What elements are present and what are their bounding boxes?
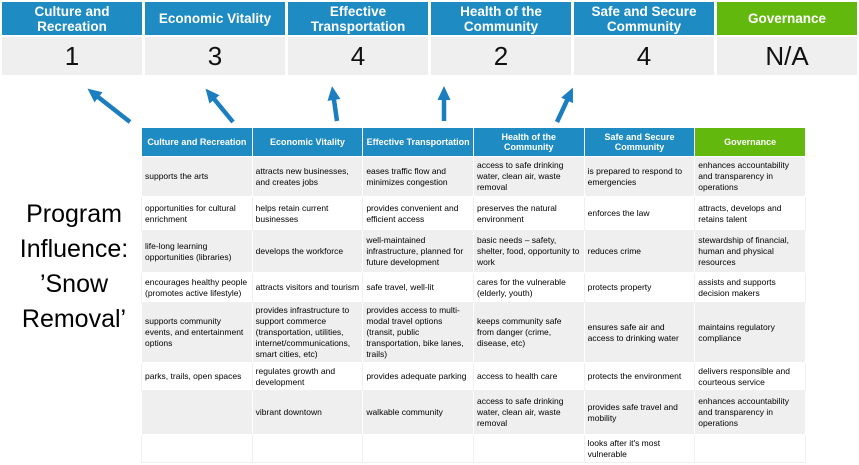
matrix-cell-r3c1: life-long learning opportunities (libraries) <box>142 231 253 273</box>
influence-arrow-5 <box>557 94 570 122</box>
matrix-row-8 <box>142 435 806 463</box>
matrix-header-culture-and-recreation: Culture and Recreation <box>142 128 253 157</box>
matrix-cell-r7c3: walkable community <box>363 391 474 435</box>
summary-score-effective-transportation: 4 <box>288 37 428 75</box>
matrix-cell-r2c5: enforces the law <box>584 197 695 231</box>
influence-matrix-table <box>141 127 806 463</box>
matrix-cell-r6c2: regulates growth and development <box>252 363 363 391</box>
matrix-cell-r6c3: provides adequate parking <box>363 363 474 391</box>
matrix-header-row <box>142 128 806 157</box>
matrix-row-4 <box>142 273 806 303</box>
influence-arrow-1 <box>93 93 130 122</box>
matrix-header-health-of-the-community: Health of the Community <box>473 128 584 157</box>
summary-score-economic-vitality: 3 <box>145 37 285 75</box>
matrix-cell-r8c5: looks after it's most vulnerable <box>584 435 695 463</box>
matrix-cell-r8c4 <box>473 435 584 463</box>
matrix-header-safe-and-secure-community: Safe and Secure Community <box>584 128 695 157</box>
matrix-cell-r4c5: protects property <box>584 273 695 303</box>
matrix-cell-r7c1 <box>142 391 253 435</box>
summary-header-culture-and-recreation: Culture and Recreation <box>2 2 142 35</box>
matrix-cell-r6c5: protects the environment <box>584 363 695 391</box>
matrix-cell-r1c5: is prepared to respond to emergencies <box>584 157 695 197</box>
matrix-row-2 <box>142 197 806 231</box>
matrix-cell-r8c6 <box>695 435 806 463</box>
matrix-cell-r5c5: ensures safe air and access to drinking water <box>584 303 695 363</box>
matrix-header-governance: Governance <box>695 128 806 157</box>
matrix-header-effective-transportation: Effective Transportation <box>363 128 474 157</box>
program-label-line: Removal’ <box>21 305 127 333</box>
summary-score-governance: N/A <box>717 37 857 75</box>
summary-header-economic-vitality: Economic Vitality <box>145 2 285 35</box>
influence-arrow-3 <box>333 93 337 121</box>
matrix-row-1 <box>142 157 806 197</box>
matrix-cell-r1c4: access to safe drinking water, clean air, waste removal <box>473 157 584 197</box>
matrix-cell-r1c1: supports the arts <box>142 157 253 197</box>
matrix-cell-r2c6: attracts, develops and retains talent <box>695 197 806 231</box>
influence-arrow-2 <box>210 94 233 122</box>
matrix-cell-r8c3 <box>363 435 474 463</box>
matrix-cell-r5c6: maintains regulatory compliance <box>695 303 806 363</box>
matrix-cell-r4c6: assists and supports decision makers <box>695 273 806 303</box>
matrix-cell-r8c1 <box>142 435 253 463</box>
matrix-cell-r7c5: provides safe travel and mobility <box>584 391 695 435</box>
matrix-cell-r1c6: enhances accountability and transparency in operations <box>695 157 806 197</box>
matrix-header-economic-vitality: Economic Vitality <box>252 128 363 157</box>
matrix-cell-r4c1: encourages healthy people (promotes active lifestyle) <box>142 273 253 303</box>
matrix-cell-r2c3: provides convenient and efficient access <box>363 197 474 231</box>
summary-score-culture-and-recreation: 1 <box>2 37 142 75</box>
matrix-cell-r2c2: helps retain current businesses <box>252 197 363 231</box>
matrix-cell-r8c2 <box>252 435 363 463</box>
matrix-cell-r4c2: attracts visitors and tourism <box>252 273 363 303</box>
matrix-row-6 <box>142 363 806 391</box>
matrix-cell-r3c3: well-maintained infrastructure, planned for future development <box>363 231 474 273</box>
matrix-cell-r7c6: enhances accountability and transparency in operations <box>695 391 806 435</box>
matrix-cell-r5c4: keeps community safe from danger (crime, disease, etc) <box>473 303 584 363</box>
matrix-cell-r3c5: reduces crime <box>584 231 695 273</box>
matrix-cell-r2c4: preserves the natural environment <box>473 197 584 231</box>
program-influence-label <box>0 197 148 337</box>
matrix-cell-r1c3: eases traffic flow and minimizes congestion <box>363 157 474 197</box>
influence-matrix <box>141 127 806 463</box>
matrix-cell-r5c2: provides infrastructure to support commerce (transportation, utilities, internet/communications, smart cities, etc) <box>252 303 363 363</box>
matrix-cell-r6c6: delivers responsible and courteous service <box>695 363 806 391</box>
matrix-cell-r6c4: access to health care <box>473 363 584 391</box>
summary-score-safe-and-secure-community: 4 <box>574 37 714 75</box>
matrix-cell-r3c2: develops the workforce <box>252 231 363 273</box>
summary-header-effective-transportation: Effective Transportation <box>288 2 428 35</box>
matrix-cell-r7c2: vibrant downtown <box>252 391 363 435</box>
matrix-cell-r1c2: attracts new businesses, and creates jobs <box>252 157 363 197</box>
matrix-cell-r3c4: basic needs – safety, shelter, food, opportunity to work <box>473 231 584 273</box>
matrix-cell-r4c3: safe travel, well-lit <box>363 273 474 303</box>
matrix-row-5 <box>142 303 806 363</box>
summary-band <box>0 0 859 77</box>
matrix-cell-r3c6: stewardship of financial, human and physical resources <box>695 231 806 273</box>
program-label-line: Influence: <box>19 235 129 263</box>
matrix-cell-r7c4: access to safe drinking water, clean air, waste removal <box>473 391 584 435</box>
matrix-cell-r2c1: opportunities for cultural enrichment <box>142 197 253 231</box>
summary-header-health-of-the-community: Health of the Community <box>431 2 571 35</box>
summary-header-safe-and-secure-community: Safe and Secure Community <box>574 2 714 35</box>
matrix-cell-r5c1: supports community events, and entertainment options <box>142 303 253 363</box>
matrix-row-7 <box>142 391 806 435</box>
program-label-line: Program <box>26 200 122 228</box>
influence-arrows <box>0 78 859 128</box>
summary-score-health-of-the-community: 2 <box>431 37 571 75</box>
matrix-row-3 <box>142 231 806 273</box>
summary-header-governance: Governance <box>717 2 857 35</box>
program-label-line: ’Snow <box>39 270 109 298</box>
matrix-cell-r6c1: parks, trails, open spaces <box>142 363 253 391</box>
matrix-cell-r5c3: provides access to multi-modal travel options (transit, public transportation, bike lanes, trails) <box>363 303 474 363</box>
matrix-cell-r4c4: cares for the vulnerable (elderly, youth) <box>473 273 584 303</box>
